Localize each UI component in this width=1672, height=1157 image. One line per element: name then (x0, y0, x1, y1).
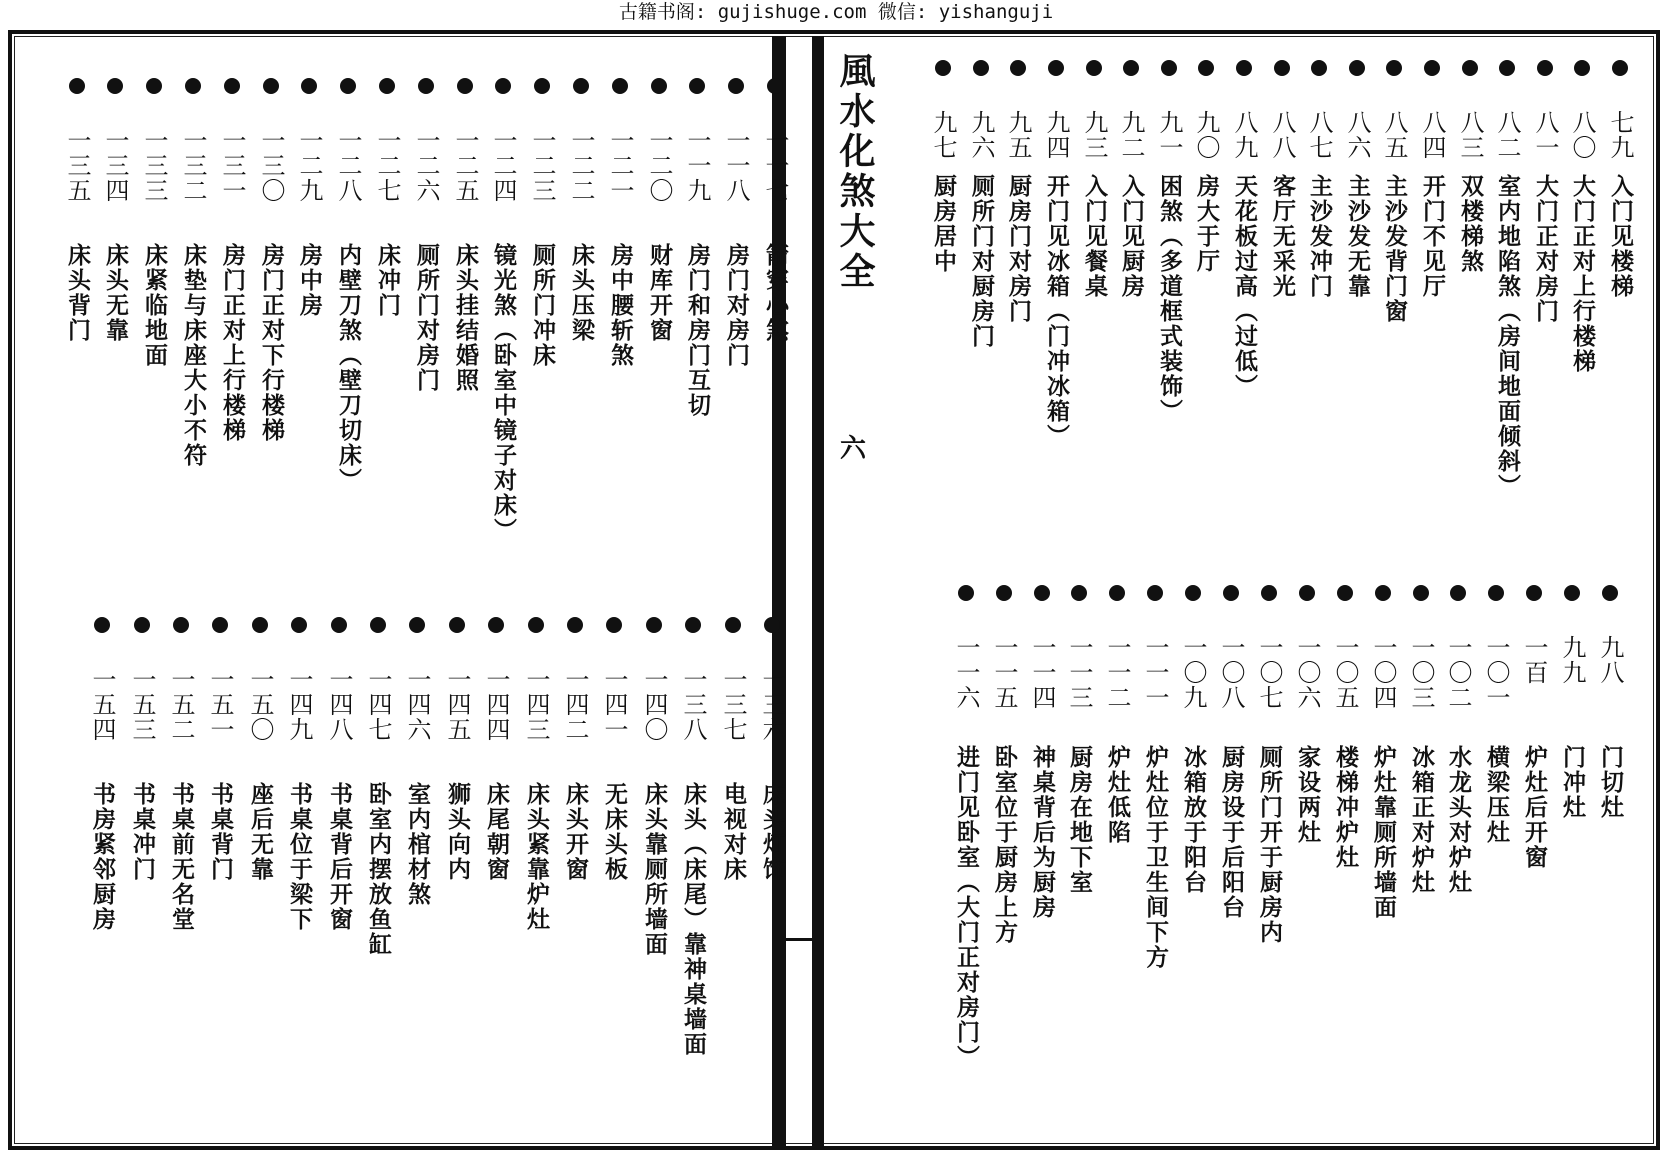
bullet-dot-icon (252, 617, 268, 633)
toc-entry-number: 七九 (1606, 110, 1634, 160)
toc-entry-number: 一〇七 (1255, 635, 1283, 710)
toc-entry-title: 书桌背后开窗 (326, 782, 353, 932)
toc-entry-number: 一三〇 (257, 128, 285, 203)
bullet-dot-icon (1488, 585, 1504, 601)
toc-entry-title: 床头灯饰 (759, 782, 786, 882)
toc-entry-title: 厨房设于后阳台 (1218, 745, 1245, 920)
bullet-dot-icon (996, 585, 1012, 601)
watermark-text: 古籍书阁: gujishuge.com 微信: yishanguji (618, 1, 1054, 23)
toc-entry-title: 厕所门对厨房门 (968, 174, 995, 349)
toc-entry-title: 入门见餐桌 (1081, 174, 1108, 299)
toc-entry-number: 一四二 (561, 667, 589, 742)
bullet-dot-icon (418, 78, 434, 94)
toc-entry-number: 一二一 (606, 128, 634, 203)
bullet-dot-icon (379, 78, 395, 94)
bullet-dot-icon (1413, 585, 1429, 601)
toc-entry-title: 床垫与床座大小不符 (180, 243, 207, 468)
bullet-dot-icon (764, 617, 780, 633)
toc-entry-title: 房门正对上行楼梯 (219, 243, 246, 443)
toc-entry-number: 九八 (1596, 635, 1624, 685)
toc-entry-title: 书桌背门 (207, 782, 234, 882)
toc-entry-title: 开门见冰箱（门冲冰箱） (1043, 174, 1070, 449)
bullet-dot-icon (263, 78, 279, 94)
bullet-dot-icon (1386, 60, 1402, 76)
toc-entry-title: 双楼梯煞 (1457, 174, 1484, 274)
toc-entry-title: 财库开窗 (646, 243, 673, 343)
bullet-dot-icon (1375, 585, 1391, 601)
bullet-dot-icon (573, 78, 589, 94)
toc-entry-number: 一四四 (482, 667, 510, 742)
toc-entry-number: 九六 (967, 110, 995, 160)
toc-entry-title: 大门正对房门 (1532, 174, 1559, 324)
toc-entry-title: 困煞（多道框式装饰） (1156, 174, 1183, 424)
toc-entry-number: 一四〇 (640, 667, 668, 742)
bullet-dot-icon (1299, 585, 1315, 601)
bullet-dot-icon (495, 78, 511, 94)
toc-entry-title: 客厅无采光 (1269, 174, 1296, 299)
toc-entry-title: 炉灶靠厕所墙面 (1370, 745, 1397, 920)
toc-entry-title: 书桌前无名堂 (168, 782, 195, 932)
toc-entry-number: 九一 (1155, 110, 1183, 160)
toc-entry-number: 一〇五 (1331, 635, 1359, 710)
bullet-dot-icon (107, 78, 123, 94)
bullet-dot-icon (528, 617, 544, 633)
toc-entry-number: 一三一 (218, 128, 246, 203)
bullet-dot-icon (173, 617, 189, 633)
bullet-dot-icon (935, 60, 951, 76)
toc-entry-number: 一一八 (722, 128, 750, 203)
toc-entry-number: 一四七 (364, 667, 392, 742)
bullet-dot-icon (291, 617, 307, 633)
toc-entry-title: 入门见楼梯 (1607, 174, 1634, 299)
toc-entry-title: 床冲门 (374, 243, 401, 318)
toc-entry-number: 一三五 (63, 128, 91, 203)
bullet-dot-icon (1071, 585, 1087, 601)
toc-entry-number: 一百 (1520, 635, 1548, 685)
toc-entry-number: 一〇四 (1369, 635, 1397, 710)
toc-entry-number: 一四九 (285, 667, 313, 742)
toc-entry-title: 内壁刀煞（壁刀切床） (335, 243, 362, 493)
toc-entry-title: 主沙发冲门 (1306, 174, 1333, 299)
toc-entry-number: 八三 (1456, 110, 1484, 160)
bullet-dot-icon (212, 617, 228, 633)
bullet-dot-icon (1526, 585, 1542, 601)
toc-entry-number: 一四五 (443, 667, 471, 742)
toc-entry-number: 一〇三 (1407, 635, 1435, 710)
toc-entry-number: 九五 (1004, 110, 1032, 160)
bullet-dot-icon (534, 78, 550, 94)
bullet-dot-icon (973, 60, 989, 76)
toc-entry-number: 八七 (1305, 110, 1333, 160)
bullet-dot-icon (958, 585, 974, 601)
toc-entry-number: 一二八 (334, 128, 362, 203)
toc-entry-title: 门冲灶 (1559, 745, 1586, 820)
toc-entry-number: 一三六 (758, 667, 786, 742)
toc-entry-title: 厕所门对房门 (413, 243, 440, 393)
bullet-dot-icon (457, 78, 473, 94)
bullet-dot-icon (409, 617, 425, 633)
toc-entry-number: 一四八 (325, 667, 353, 742)
bullet-dot-icon (1223, 585, 1239, 601)
bullet-dot-icon (1450, 585, 1466, 601)
bullet-dot-icon (606, 617, 622, 633)
toc-entry-title: 冰箱正对炉灶 (1408, 745, 1435, 895)
toc-entry-title: 无床头板 (601, 782, 628, 882)
bullet-dot-icon (728, 78, 744, 94)
toc-entry-title: 床头压梁 (568, 243, 595, 343)
toc-entry-number: 一五〇 (246, 667, 274, 742)
toc-entry-number: 八〇 (1568, 110, 1596, 160)
bullet-dot-icon (1109, 585, 1125, 601)
toc-entry-number: 一二六 (412, 128, 440, 203)
toc-entry-number: 九三 (1080, 110, 1108, 160)
bullet-dot-icon (146, 78, 162, 94)
toc-entry-title: 房中腰斩煞 (607, 243, 634, 368)
spine-rule (786, 938, 812, 941)
toc-entry-title: 大门正对上行楼梯 (1569, 174, 1596, 374)
bullet-dot-icon (612, 78, 628, 94)
toc-entry-title: 开门不见厅 (1419, 174, 1446, 299)
bullet-dot-icon (1602, 585, 1618, 601)
bullet-dot-icon (94, 617, 110, 633)
toc-entry-title: 卧室内摆放鱼缸 (365, 782, 392, 957)
bullet-dot-icon (1147, 585, 1163, 601)
bullet-dot-icon (370, 617, 386, 633)
toc-entry-number: 一一九 (683, 128, 711, 203)
bullet-dot-icon (1274, 60, 1290, 76)
toc-entry-number: 一〇八 (1217, 635, 1245, 710)
toc-entry-number: 一一二 (1103, 635, 1131, 710)
toc-entry-number: 一三八 (679, 667, 707, 742)
bullet-dot-icon (651, 78, 667, 94)
toc-entry-number: 一〇一 (1482, 635, 1510, 710)
toc-entry-number: 一〇九 (1179, 635, 1207, 710)
toc-entry-title: 床头（床尾）靠神桌墙面 (680, 782, 707, 1057)
bullet-dot-icon (488, 617, 504, 633)
toc-entry-number: 一四三 (522, 667, 550, 742)
toc-entry-title: 主沙发背门窗 (1381, 174, 1408, 324)
toc-entry-title: 炉灶低陷 (1104, 745, 1131, 845)
toc-entry-title: 厕所门开于厨房内 (1256, 745, 1283, 945)
bullet-dot-icon (1574, 60, 1590, 76)
toc-entry-number: 一二五 (451, 128, 479, 203)
toc-entry-title: 天花板过高（过低） (1231, 174, 1258, 399)
toc-entry-title: 水龙头对炉灶 (1445, 745, 1472, 895)
toc-entry-number: 八六 (1343, 110, 1371, 160)
toc-entry-number: 一一三 (1065, 635, 1093, 710)
toc-entry-title: 厨房在地下室 (1066, 745, 1093, 895)
bullet-dot-icon (1337, 585, 1353, 601)
toc-entry-title: 房中房 (296, 243, 323, 318)
toc-entry-title: 床头靠厕所墙面 (641, 782, 668, 957)
bullet-dot-icon (1349, 60, 1365, 76)
toc-entry-title: 电视对床 (720, 782, 747, 882)
toc-entry-number: 一四一 (600, 667, 628, 742)
toc-entry-number: 九九 (1558, 635, 1586, 685)
toc-entry-title: 卧室位于厨房上方 (991, 745, 1018, 945)
bullet-dot-icon (224, 78, 240, 94)
toc-entry-title: 床头无靠 (102, 243, 129, 343)
toc-entry-title: 主沙发无靠 (1344, 174, 1371, 299)
toc-entry-number: 一五四 (88, 667, 116, 742)
toc-entry-title: 进门见卧室（大门正对房门） (953, 745, 980, 1070)
toc-entry-number: 八五 (1380, 110, 1408, 160)
toc-entry-title: 炉灶后开窗 (1521, 745, 1548, 870)
toc-entry-title: 炉灶位于卫生间下方 (1142, 745, 1169, 970)
bullet-dot-icon (1048, 60, 1064, 76)
toc-entry-title: 室内地陷煞（房间地面倾斜） (1494, 174, 1521, 499)
toc-entry-number: 一三二 (179, 128, 207, 203)
toc-entry-number: 一二七 (373, 128, 401, 203)
bullet-dot-icon (449, 617, 465, 633)
toc-entry-title: 床尾朝窗 (483, 782, 510, 882)
toc-entry-number: 一二〇 (645, 128, 673, 203)
bullet-dot-icon (725, 617, 741, 633)
toc-entry-number: 八四 (1418, 110, 1446, 160)
toc-entry-number: 八八 (1268, 110, 1296, 160)
toc-entry-title: 冰箱放于阳台 (1180, 745, 1207, 895)
toc-entry-title: 床头背门 (64, 243, 91, 343)
bullet-dot-icon (1462, 60, 1478, 76)
toc-entry-number: 一五三 (128, 667, 156, 742)
toc-entry-title: 书桌冲门 (129, 782, 156, 882)
toc-entry-title: 室内棺材煞 (404, 782, 431, 907)
bullet-dot-icon (1261, 585, 1277, 601)
toc-entry-title: 房门正对下行楼梯 (258, 243, 285, 443)
toc-entry-number: 一〇二 (1444, 635, 1472, 710)
bullet-dot-icon (1123, 60, 1139, 76)
toc-entry-title: 门切灶 (1597, 745, 1624, 820)
toc-entry-number: 一三七 (719, 667, 747, 742)
bullet-dot-icon (685, 617, 701, 633)
toc-entry-title: 座后无靠 (247, 782, 274, 882)
toc-entry-title: 床头紧靠炉灶 (523, 782, 550, 932)
bullet-dot-icon (69, 78, 85, 94)
bullet-dot-icon (767, 78, 783, 94)
bullet-dot-icon (1424, 60, 1440, 76)
bullet-dot-icon (134, 617, 150, 633)
bullet-dot-icon (1499, 60, 1515, 76)
bullet-dot-icon (1198, 60, 1214, 76)
toc-entry-title: 床头开窗 (562, 782, 589, 882)
toc-entry-title: 镜光煞（卧室中镜子对床） (490, 243, 517, 543)
toc-entry-title: 家设两灶 (1294, 745, 1321, 845)
toc-entry-title: 床紧临地面 (141, 243, 168, 368)
toc-entry-title: 床头挂结婚照 (452, 243, 479, 393)
bullet-dot-icon (340, 78, 356, 94)
toc-entry-number: 九七 (929, 110, 957, 160)
bullet-dot-icon (1034, 585, 1050, 601)
toc-entry-number: 一五一 (206, 667, 234, 742)
bullet-dot-icon (1086, 60, 1102, 76)
toc-entry-number: 一五二 (167, 667, 195, 742)
toc-entry-title: 厨房门对房门 (1005, 174, 1032, 324)
toc-entry-number: 八二 (1493, 110, 1521, 160)
toc-entry-number: 一一五 (990, 635, 1018, 710)
toc-entry-title: 书桌位于梁下 (286, 782, 313, 932)
toc-entry-title: 箭穿心煞 (762, 243, 789, 343)
toc-entry-number: 一四六 (403, 667, 431, 742)
toc-entry-number: 八九 (1230, 110, 1258, 160)
spine-right-bar (812, 36, 824, 1148)
toc-entry-title: 房门和房门互切 (684, 243, 711, 418)
toc-entry-title: 厕所门冲床 (529, 243, 556, 368)
toc-entry-number: 一一七 (761, 128, 789, 203)
toc-entry-title: 楼梯冲炉灶 (1332, 745, 1359, 870)
toc-entry-title: 狮头向内 (444, 782, 471, 882)
toc-entry-number: 一一一 (1141, 635, 1169, 710)
toc-entry-title: 房大于厅 (1193, 174, 1220, 274)
toc-entry-number: 一二四 (489, 128, 517, 203)
bullet-dot-icon (1537, 60, 1553, 76)
toc-entry-number: 一二九 (295, 128, 323, 203)
bullet-dot-icon (646, 617, 662, 633)
spine-volume-mark: 六 (840, 434, 867, 464)
toc-entry-number: 一一六 (952, 635, 980, 710)
bullet-dot-icon (1161, 60, 1177, 76)
toc-entry-number: 九〇 (1192, 110, 1220, 160)
bullet-dot-icon (567, 617, 583, 633)
toc-entry-number: 一二三 (528, 128, 556, 203)
toc-entry-number: 九四 (1042, 110, 1070, 160)
bullet-dot-icon (1311, 60, 1327, 76)
toc-entry-number: 一〇六 (1293, 635, 1321, 710)
bullet-dot-icon (1010, 60, 1026, 76)
bullet-dot-icon (689, 78, 705, 94)
bullet-dot-icon (1564, 585, 1580, 601)
spine-title: 風水化煞大全 (834, 52, 876, 292)
toc-entry-title: 房门对房门 (723, 243, 750, 368)
bullet-dot-icon (1185, 585, 1201, 601)
toc-entry-number: 八一 (1531, 110, 1559, 160)
bullet-dot-icon (1236, 60, 1252, 76)
bullet-dot-icon (1612, 60, 1628, 76)
bullet-dot-icon (301, 78, 317, 94)
toc-entry-number: 一二二 (567, 128, 595, 203)
toc-entry-title: 书房紧邻厨房 (89, 782, 116, 932)
toc-entry-number: 一三三 (140, 128, 168, 203)
toc-entry-number: 一一四 (1028, 635, 1056, 710)
toc-entry-number: 九二 (1117, 110, 1145, 160)
toc-entry-title: 入门见厨房 (1118, 174, 1145, 299)
toc-entry-title: 厨房居中 (930, 174, 957, 274)
toc-entry-number: 一三四 (101, 128, 129, 203)
bullet-dot-icon (185, 78, 201, 94)
toc-entry-title: 神桌背后为厨房 (1029, 745, 1056, 920)
toc-entry-title: 横梁压灶 (1483, 745, 1510, 845)
bullet-dot-icon (331, 617, 347, 633)
